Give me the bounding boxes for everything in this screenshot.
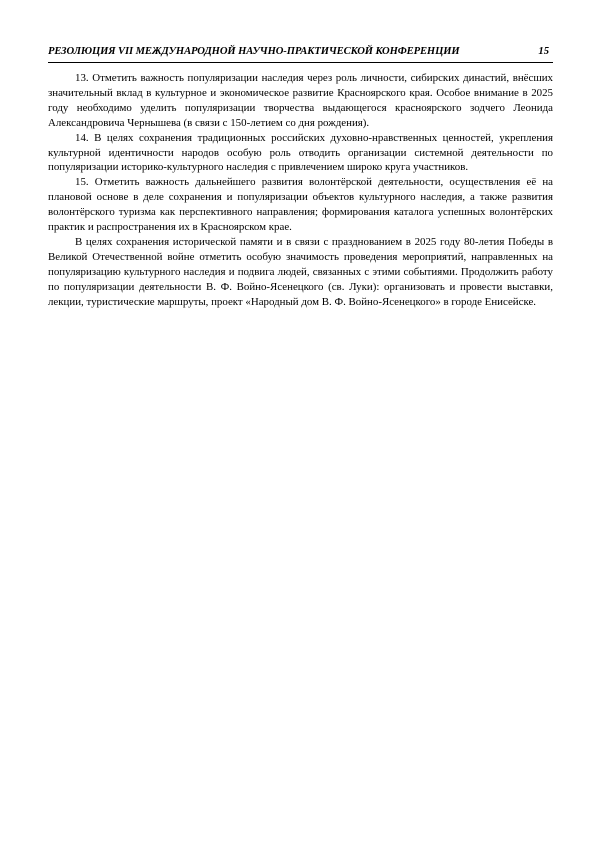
running-header — [48, 44, 553, 63]
page-number: 15 — [538, 46, 549, 57]
paragraph-13: 13. Отметить важность популяризации наследия через роль личности, сибирских династий, внёсших значительный вклад в культурное и экономическое развитие Красноярского края. Особое внимание в 2025 году необходимо уделить популяризации творчества выдающегося красноярского зодчего Леонида Александровича Чернышева (в связи с 150-летием со дня рождения). — [48, 72, 553, 129]
paragraph-14: 14. В целях сохранения традиционных российских духовно-нравственных ценностей, укрепления культурной идентичности народов особую роль отводить организации системной деятельности по популяризации историко-культурного наследия с привлечением широко круга участников. — [48, 131, 553, 174]
header-title: РЕЗОЛЮЦИЯ VII МЕЖДУНАРОДНОЙ НАУЧНО-ПРАКТИЧЕСКОЙ КОНФЕРЕНЦИИ — [48, 46, 460, 57]
paragraph-victory-anniversary: В целях сохранения исторической памяти и в связи с празднованием в 2025 году 80-летия Победы в Великой Отечественной войне отметить особую значимость проведения мероприятий, направленных на популяризацию культурного наследия и подвига людей, связанных с этими событиями. Продолжить работу по популяризации деятельности В. Ф. Войно-Ясенецкого (св. Луки): организовать и провести выставки, лекции, туристические маршруты, проект «Народный дом В. Ф. Войно-Ясенецкого» в городе Енисейске. — [48, 235, 553, 308]
paragraph-15: 15. Отметить важность дальнейшего развития волонтёрской деятельности, осуществления её на плановой основе в деле сохранения и популяризации объектов культурного наследия, а также развития волонтёрского туризма как перспективного направления; формирования каталога успешных волонтёрских практик и распространения их в Красноярском крае. — [48, 176, 553, 234]
document-body — [48, 71, 553, 310]
